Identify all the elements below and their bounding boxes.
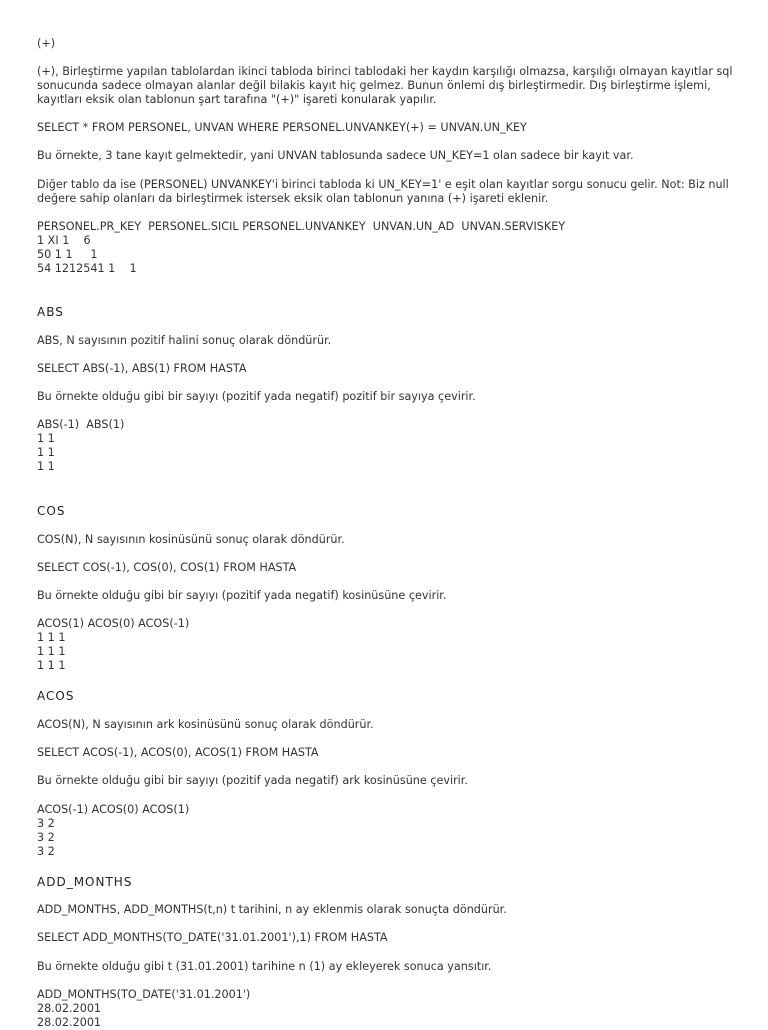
cos-result-header: ACOS(1) ACOS(0) ACOS(-1)	[37, 617, 190, 630]
add-months-result-row: 28.02.2001	[37, 1016, 102, 1029]
acos-result-row: 3 2	[37, 831, 55, 844]
acos-description: ACOS(N), N sayısının ark kosinüsünü sonuç olarak döndürür.	[37, 718, 374, 731]
cos-note: Bu örnekte olduğu gibi bir sayıyı (pozitif yada negatif) kosinüsüne çevirir.	[37, 589, 447, 602]
abs-query: SELECT ABS(-1), ABS(1) FROM HASTA	[37, 362, 247, 375]
add-months-result-row: 28.02.2001	[37, 1002, 102, 1015]
outer-join-query: SELECT * FROM PERSONEL, UNVAN WHERE PERSONEL.UNVANKEY(+) = UNVAN.UN_KEY	[37, 121, 527, 134]
cos-result-row: 1 1 1	[37, 645, 66, 658]
cos-heading: COS	[37, 504, 66, 518]
outer-join-description: (+), Birleştirme yapılan tablolardan ikinci tabloda birinci tablodaki her kaydın karşılığı olmazsa, karşılığı olmayan kayıtlar sql sonucunda sadece olmayan alanlar değil bilakis kayıt hiç gelmez. Bunun önlemi dış birleştirmedir. Dış birleştirme işlemi, kayıtları eksik olan tablonun şart tarafına "(+)" işareti konularak yapılır.	[37, 65, 733, 106]
abs-heading: ABS	[37, 305, 64, 319]
cos-result-row: 1 1 1	[37, 631, 66, 644]
acos-query: SELECT ACOS(-1), ACOS(0), ACOS(1) FROM HASTA	[37, 746, 319, 759]
acos-note: Bu örnekte olduğu gibi bir sayıyı (pozitif yada negatif) ark kosinüsüne çevirir.	[37, 774, 468, 787]
acos-result-row: 3 2	[37, 817, 55, 830]
cos-description: COS(N), N sayısının kosinüsünü sonuç olarak döndürür.	[37, 533, 345, 546]
abs-result-row: 1 1	[37, 460, 55, 473]
outer-join-result-row: 1 XI 1 6	[37, 234, 91, 247]
acos-heading: ACOS	[37, 689, 75, 703]
abs-result-row: 1 1	[37, 432, 55, 445]
outer-join-note-1: Bu örnekte, 3 tane kayıt gelmektedir, yani UNVAN tablosunda sadece UN_KEY=1 olan sadece bir kayıt var.	[37, 149, 634, 162]
add-months-query: SELECT ADD_MONTHS(TO_DATE('31.01.2001'),1) FROM HASTA	[37, 931, 388, 944]
abs-result-header: ABS(-1) ABS(1)	[37, 418, 125, 431]
add-months-result-header: ADD_MONTHS(TO_DATE('31.01.2001')	[37, 988, 251, 1001]
outer-join-note-2: Diğer tablo da ise (PERSONEL) UNVANKEY'i birinci tabloda ki UN_KEY=1' e eşit olan kayıtlar sorgu sonucu gelir. Not: Biz null değere sahip olanları da birleştirmek istersek eksik olan tablonun yanına (+) işareti eklenir.	[37, 178, 729, 205]
outer-join-result-row: 54 1212541 1 1	[37, 262, 137, 275]
abs-description: ABS, N sayısının pozitif halini sonuç olarak döndürür.	[37, 334, 332, 347]
cos-result-row: 1 1 1	[37, 659, 66, 672]
outer-join-result-row: 50 1 1 1	[37, 248, 98, 261]
acos-result-header: ACOS(-1) ACOS(0) ACOS(1)	[37, 803, 190, 816]
abs-note: Bu örnekte olduğu gibi bir sayıyı (pozitif yada negatif) pozitif bir sayıya çevirir.	[37, 390, 476, 403]
abs-result-row: 1 1	[37, 446, 55, 459]
add-months-note: Bu örnekte olduğu gibi t (31.01.2001) tarihine n (1) ay ekleyerek sonuca yansıtır.	[37, 960, 492, 973]
add-months-description: ADD_MONTHS, ADD_MONTHS(t,n) t tarihini, n ay eklenmis olarak sonuçta döndürür.	[37, 903, 507, 916]
add-months-heading: ADD_MONTHS	[37, 875, 133, 889]
outer-join-marker: (+)	[37, 37, 56, 50]
outer-join-result-header: PERSONEL.PR_KEY PERSONEL.SICIL PERSONEL.UNVANKEY UNVAN.UN_AD UNVAN.SERVISKEY	[37, 220, 566, 233]
acos-result-row: 3 2	[37, 845, 55, 858]
cos-query: SELECT COS(-1), COS(0), COS(1) FROM HASTA	[37, 561, 297, 574]
